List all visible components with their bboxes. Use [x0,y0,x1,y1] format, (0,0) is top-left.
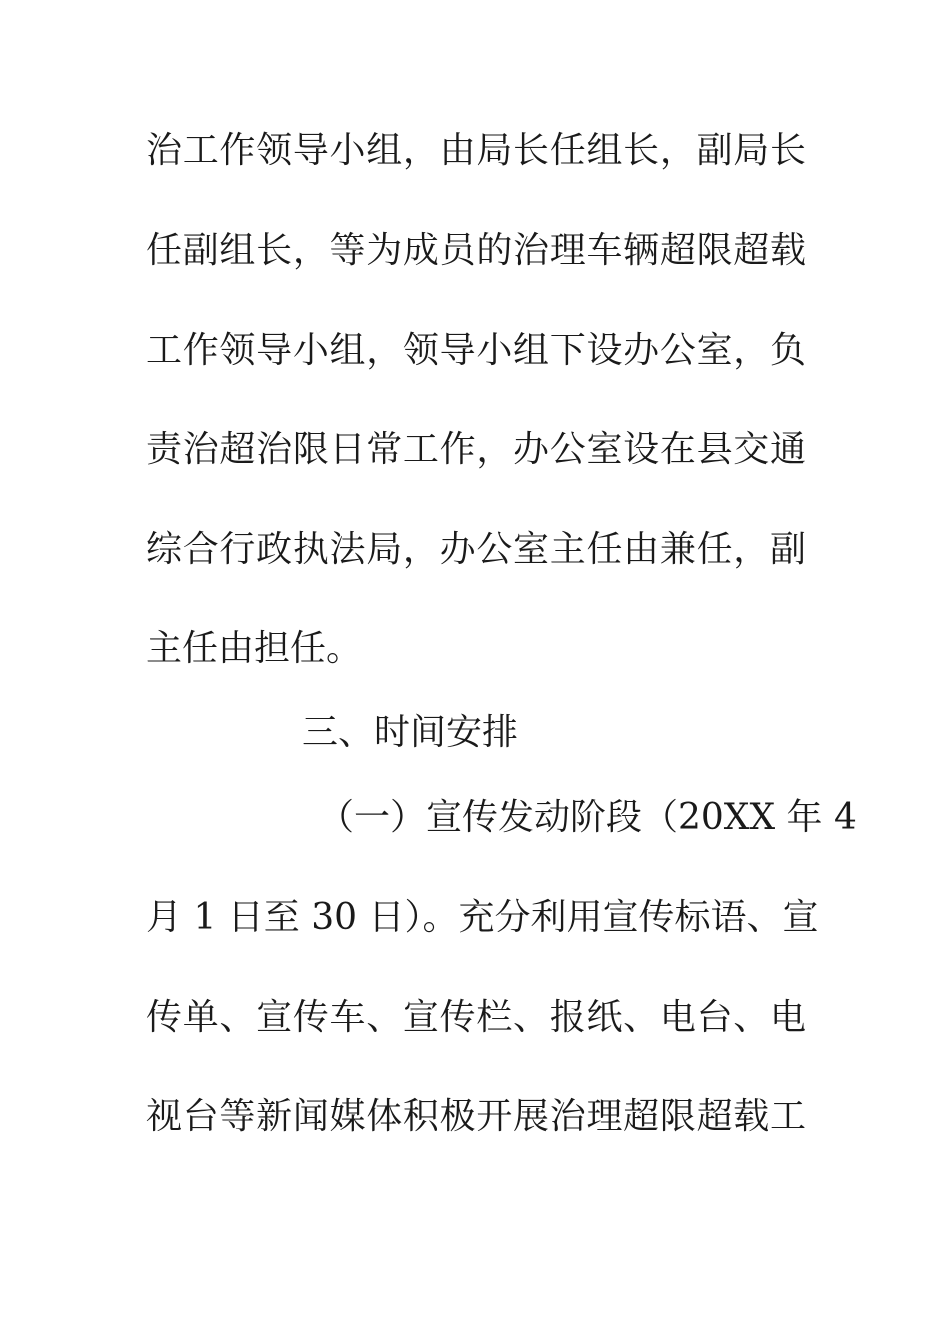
paragraph-line: 月 1 日至 30 日）。充分利用宣传标语、宣 [146,897,819,938]
paragraph-line: 视台等新闻媒体积极开展治理超限超载工 [146,1096,806,1137]
section-heading: 三、时间安排 [302,712,519,753]
paragraph-line: 任副组长，等为成员的治理车辆超限超载 [146,230,806,271]
paragraph-line: 责治超治限日常工作，办公室设在县交通 [146,429,806,470]
paragraph-line: 治工作领导小组，由局长任组长，副局长 [146,130,806,171]
paragraph-line: 综合行政执法局，办公室主任由兼任，副 [146,529,806,570]
paragraph-line: 传单、宣传车、宣传栏、报纸、电台、电 [146,997,806,1038]
paragraph-line: 工作领导小组，领导小组下设办公室，负 [146,330,806,371]
paragraph-line: 主任由担任。 [146,628,363,669]
subsection-first-line: （一）宣传发动阶段（20XX 年 4 [318,797,857,838]
